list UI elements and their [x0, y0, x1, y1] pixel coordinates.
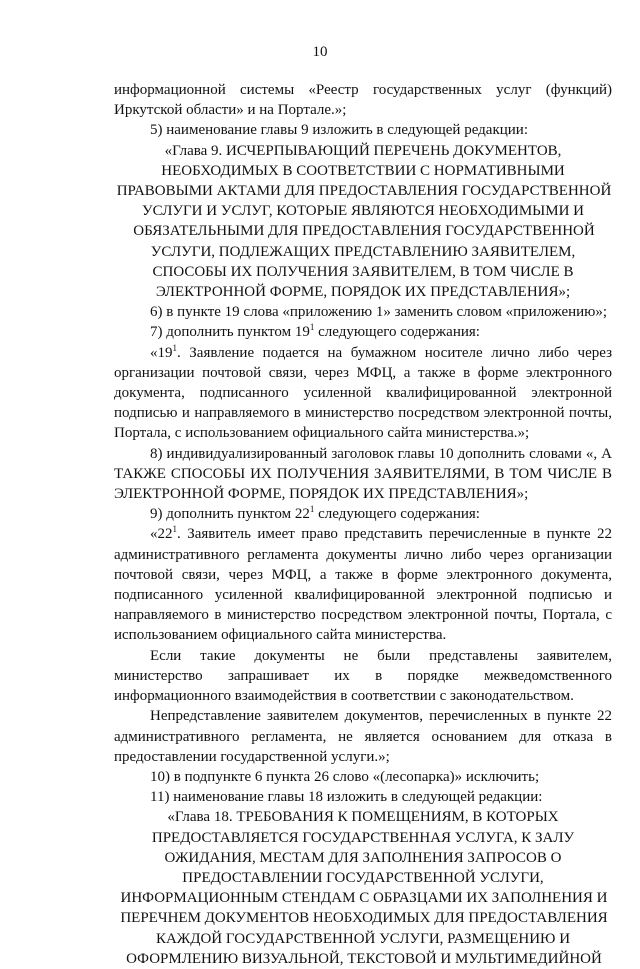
- superscript: 1: [309, 504, 315, 515]
- chapter-9-line: НЕОБХОДИМЫХ В СООТВЕТСТВИИ С НОРМАТИВНЫМИ: [161, 162, 565, 179]
- chapter-18-line: ПРЕДОСТАВЛЯЕТСЯ ГОСУДАРСТВЕННАЯ УСЛУГА, К ЗАЛУ: [151, 829, 575, 846]
- item-11: 11) наименование главы 18 изложить в следующей редакции:: [150, 789, 543, 806]
- superscript: 1: [172, 342, 177, 353]
- paragraph-non-submission: Непредставление заявителем документов, перечисленных в пункте 22 административного регламента, не является основанием для отказа в предоставлении государственной услуги.»;: [114, 708, 612, 765]
- item-7-text: 7) дополнить пунктом 19: [150, 324, 310, 341]
- chapter-9-line: «Глава 9. ИСЧЕРПЫВАЮЩИЙ ПЕРЕЧЕНЬ ДОКУМЕНТОВ,: [164, 142, 562, 159]
- chapter-9-line: ОБЯЗАТЕЛЬНЫМИ ДЛЯ ПРЕДОСТАВЛЕНИЯ ГОСУДАРСТВЕННОЙ: [133, 223, 595, 240]
- point-22-1: [114, 524, 612, 645]
- item-10: 10) в подпункте 6 пункта 26 слово «(лесопарка)» исключить;: [150, 768, 540, 785]
- page-number: 10: [312, 44, 328, 60]
- chapter-18-title: [114, 807, 612, 969]
- point-22-1-text: . Заявитель имеет право представить перечисленные в пункте 22 административного регламента документы лично либо через организации почтовой связи, через МФЦ, а также в форме электронного документа, подписанного усиленной квалифицированной электронной подписью и направляемого в министерство посредством электронной почты, Портала, с использованием официального сайта министерства.: [114, 526, 612, 644]
- chapter-9-line: СПОСОБЫ ИХ ПОЛУЧЕНИЯ ЗАЯВИТЕЛЕМ, В ТОМ ЧИСЛЕ В: [152, 263, 574, 280]
- item-5: 5) наименование главы 9 изложить в следующей редакции:: [150, 122, 528, 139]
- item-9: [114, 504, 612, 524]
- chapter-18-line: «Глава 18. ТРЕБОВАНИЯ К ПОМЕЩЕНИЯМ, В КОТОРЫХ: [167, 809, 559, 826]
- item-8: 8) индивидуализированный заголовок главы 10 дополнить словами «, А ТАКЖЕ СПОСОБЫ ИХ ПОЛУЧЕНИЯ ЗАЯВИТЕЛЯМИ, В ТОМ ЧИСЛЕ В ЭЛЕКТРОННОЙ ФОРМЕ, ПОРЯДОК ИХ ПРЕДСТАВЛЕНИЯ»;: [114, 445, 612, 503]
- point-19-1-text: . Заявление подается на бумажном носителе лично либо через организации почтовой связи, через МФЦ, а также в форме электронного документа, подписанного усиленной квалифицированной электронной подписью и направляемого в министерство посредством электронной почты, Портала, с использованием официального сайта министерства.»;: [114, 344, 612, 442]
- chapter-18-line: ОЖИДАНИЯ, МЕСТАМ ДЛЯ ЗАПОЛНЕНИЯ ЗАПРОСОВ О: [164, 849, 562, 866]
- chapter-9-title: [114, 141, 612, 303]
- item-9-text-end: следующего содержания:: [314, 506, 480, 523]
- superscript: 1: [172, 524, 177, 535]
- point-22-1-number: «22: [150, 526, 173, 543]
- item-6: 6) в пункте 19 слова «приложению 1» заменить словом «приложению»;: [150, 304, 608, 321]
- chapter-18-line: ИНФОРМАЦИОННЫМ СТЕНДАМ С ОБРАЗЦАМИ ИХ ЗАПОЛНЕНИЯ И: [120, 890, 608, 907]
- superscript: 1: [309, 322, 315, 333]
- chapter-18-line: ПРЕДОСТАВЛЕНИИ ГОСУДАРСТВЕННОЙ УСЛУГИ,: [182, 869, 544, 886]
- chapter-18-line: ОФОРМЛЕНИЮ ВИЗУАЛЬНОЙ, ТЕКСТОВОЙ И МУЛЬТИМЕДИЙНОЙ: [126, 950, 602, 967]
- document-body: [114, 80, 612, 969]
- chapter-9-line: УСЛУГИ И УСЛУГ, КОТОРЫЕ ЯВЛЯЮТСЯ НЕОБХОДИМЫМИ И: [141, 203, 585, 220]
- chapter-9-line: ЭЛЕКТРОННОЙ ФОРМЕ, ПОРЯДОК ИХ ПРЕДСТАВЛЕНИЯ»;: [155, 284, 571, 301]
- item-7: [114, 322, 612, 342]
- item-7-text-end: следующего содержания:: [314, 324, 480, 341]
- paragraph-interagency: Если такие документы не были представлены заявителем, министерство запрашивает их в порядке межведомственного информационного взаимодействия в соответствии с законодательством.: [114, 647, 612, 705]
- chapter-18-line: КАЖДОЙ ГОСУДАРСТВЕННОЙ УСЛУГИ, РАЗМЕЩЕНИЮ И: [155, 930, 571, 947]
- point-19-1-number: «19: [150, 344, 173, 361]
- paragraph-portal-ending: информационной системы «Реестр государственных услуг (функций) Иркутской области» и на Портале.»;: [114, 82, 612, 119]
- chapter-9-line: УСЛУГИ, ПОДЛЕЖАЩИХ ПРЕДСТАВЛЕНИЮ ЗАЯВИТЕЛЕМ,: [150, 243, 576, 260]
- point-19-1: [114, 343, 612, 444]
- item-9-text: 9) дополнить пунктом 22: [150, 506, 310, 523]
- chapter-18-line: ПЕРЕЧНЕМ ДОКУМЕНТОВ НЕОБХОДИМЫХ ДЛЯ ПРЕДОСТАВЛЕНИЯ: [120, 910, 608, 927]
- chapter-9-line: ПРАВОВЫМИ АКТАМИ ДЛЯ ПРЕДОСТАВЛЕНИЯ ГОСУДАРСТВЕННОЙ: [116, 183, 612, 200]
